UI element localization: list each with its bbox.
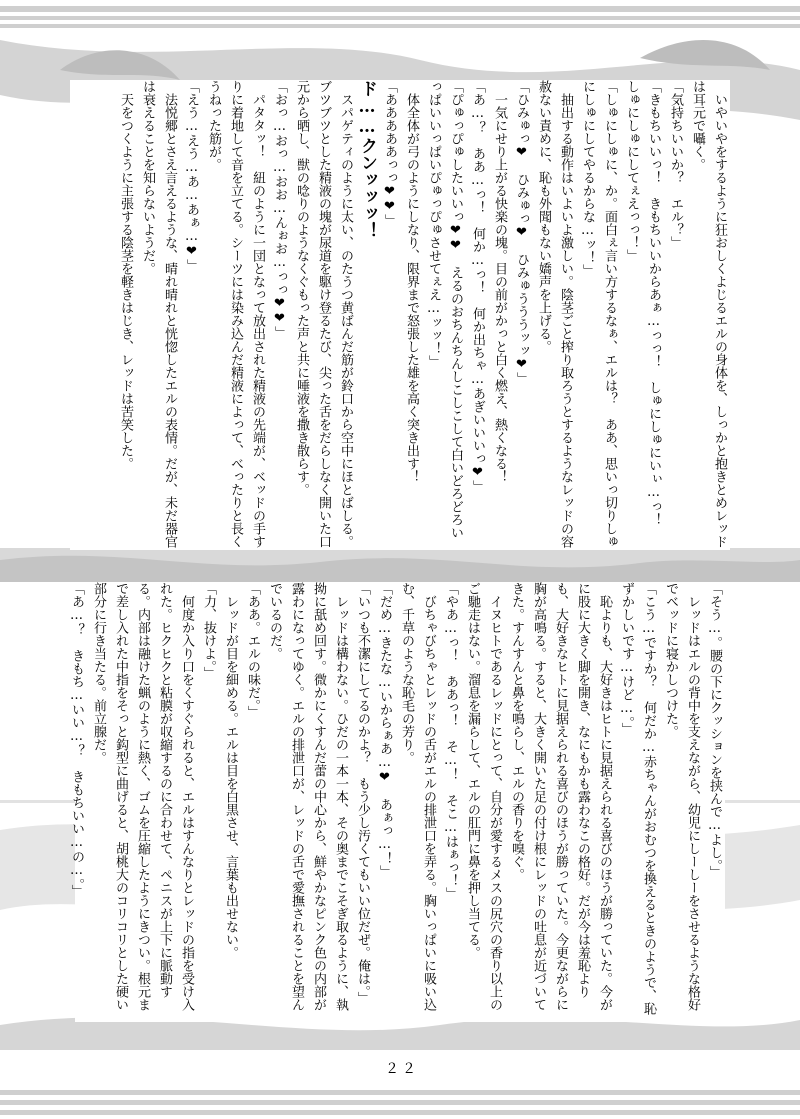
narration-paragraph: 何度か入り口をくすぐられると、エルはすんなりとレッドの指を受け入れた。ヒクヒクと粘膜が収縮するのに合わせて、ペニスが上下に脈動する。内部は融けた蝋のように熱く、ゴムを圧縮したようにきつい。根元まで差し入れた中指をそっと鈎型に曲げると、胡桃大のコリコリとした硬い部分に行き当たる。前立腺だ。 [91,582,194,1011]
dialogue-line: 「ああ。エルの味だ。」 [245,582,260,719]
sound-effect-heading: ド……クンッッッ！ [357,80,377,239]
narration-paragraph: レッドは構わない。ひだの一本一本、その奥までこそぎ取るように、執拗に舐め回す。微かにくすんだ蕾の中心から、鮮やかなピンク色の内部が露わになってゆく。エルの排泄口が、レッドの舌で愛撫されることを望んでいるのだ。 [267,582,348,1011]
dialogue-line: 「そう…。腰の下にクッションを挟んで…よし。」 [707,582,722,879]
dialogue-line: 「だめ…きたな…いからぁあ…❤ あぁっ…！」 [377,582,392,878]
dialogue-line: 「あああああっっ❤❤」 [382,80,397,227]
narration-paragraph: 恥よりも、大好きはヒトに見据えられる喜びのほうが勝っていた。今がに股に大きく脚を開き、なにもかも露わなこの格好。だが今は羞恥よりも、大好きなヒトに見据えられる喜びのほうが勝っていた。今更ながらに胸が高鳴る。すると、大きく開いた足の付け根にレッドの吐息が近づいてきた。すんすんと鼻を鳴らし、エルの香りを嗅ぐ。 [509,582,612,1011]
dialogue-line: 「きもちいいっ！ きもちいいからあぁ…っっ！ しゅにしゅにいぃ…っ！ しゅにしゅにしてぇえっっ！」 [624,80,661,539]
narration-paragraph: 抽出する動作はいよいよ激しい。陰茎ごと搾り取ろうとするようなレッドの容赦ない責めに、恥も外聞もない嬌声を上げる。 [536,80,573,548]
narration-paragraph: 法悦郷とさえ言えるような、晴れ晴れと恍惚したエルの表情。だが、未だ器官は衰えることを知らないようだ。 [140,80,177,548]
dialogue-line: 「えう…えう…あ…あぁ…❤」 [184,80,199,272]
top-text-column [70,80,730,550]
dialogue-line: 「ひみゅっ❤ ひみゅっ❤ ひみゅうううッッ❤」 [514,80,529,385]
dialogue-line: 「しゅにしゅに、か。面白ぇ言い方するなぁ、エルは？ ああ、思いっ切りしゅにしゅにしてやるからな…ッ！」 [580,80,617,548]
dialogue-line: 「気持ちいいか？ エル？」 [668,80,683,249]
narration-paragraph: レッドが目を細める。エルは目を白黒させ、言葉も出せない。 [223,582,238,959]
dialogue-line: 「こう…ですか？ 何だか…赤ちゃんがおむつを換えるときのようで、恥ずかしいです…けど…。」 [619,582,656,1015]
narration-paragraph: 天をつくように主張する陰茎を軽きはじき、レッドは苦笑した。 [118,80,133,470]
narration-paragraph: イヌヒトであるレッドにとって、自分が愛するメスの尻穴の香り以上のご馳走はない。溜息を漏らして、エルの肛門に鼻を押し当てる。 [465,582,502,1011]
narration-paragraph: スパゲティのように太い、のたうつ黄ばんだ筋が鈴口から空中にほとばしる。ブツブツとした精液の塊が尿道を駆け登るたび、尖った舌をだらしなく開いた口元から晒し、獣の唸りのようなくぐもった声と共に唾液を撒き散らす。 [294,80,353,548]
dialogue-line: 「いつも不潔にしてるのかよ？ もう少し汚くてもいい位だぜ。俺は。」 [355,582,370,1005]
narration-paragraph: 体全体が弓のようにしなり、限界まで怒張した雄を高く突き出す！ [404,80,419,483]
dialogue-line: 「あ…？ きもち…いい…？ きもちいい…の…。」 [69,582,84,898]
bottom-text-column [69,582,725,1022]
paragraph-intro: いやいやをするように狂おしくよじるエルの身体を、しっかと抱きとめレッドは耳元で囁く。 [690,80,727,548]
narration-paragraph: パタタッ！ 紐のように一団となって放出された精液の先端が、ベッドの手すりに着地して音を立てる。シーツには染み込んだ精液によって、べったりと長くうねった筋が。 [206,80,265,548]
dialogue-line: 「ぴゅっぴゅしたいいっ❤❤ えるのおちんちんしこしこして白いどろどろいっぱいいっぱいぴゅっぴゅさせてぇえ…ッッ！」 [426,80,463,539]
narration-paragraph: 一気にせり上がる快楽の塊。目の前がかっと白く燃え、熱くなる！ [492,80,507,483]
dialogue-line: 「おっ…おっ…おお…んぉお…っっ❤❤」 [272,80,287,339]
dialogue-line: 「力、抜けよ。」 [201,582,216,680]
narration-paragraph: びちゃびちゃとレッドの舌がエルの排泄口を弄る。胸いっぱいに吸い込む、千草のような恥毛の芳り。 [399,582,436,1011]
narration-paragraph: レッドはエルの背中を支えながら、幼児にしーしーをさせるような格好でベッドに寝かしつけた。 [663,582,700,1011]
page-number: ２２ [385,1061,419,1077]
dialogue-line: 「あ…？ ああ…っ！ 何か…っ！ 何か出ちゃ…あぎいいいっ❤」 [470,80,485,493]
middle-band-ornament [0,548,800,582]
dialogue-line: 「やあ…っ！ ああっ！ そ…！ そこ…はぁっ！」 [443,582,458,900]
